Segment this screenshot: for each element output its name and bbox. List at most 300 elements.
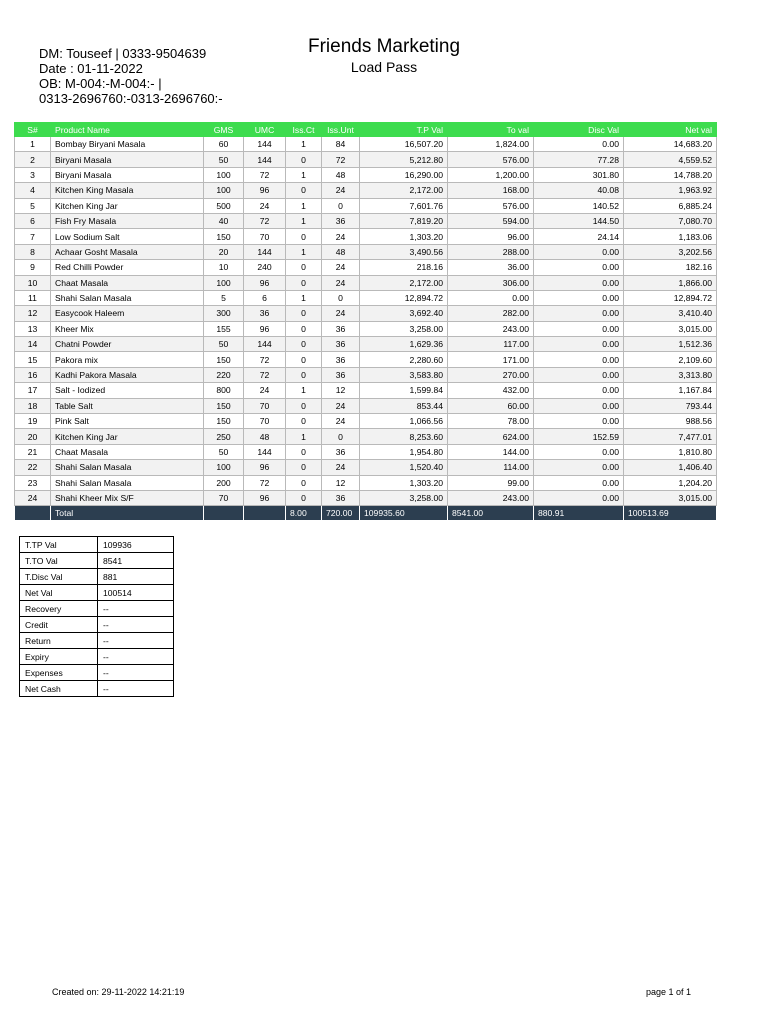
table-cell: 0 [286,321,322,336]
table-cell: 0.00 [534,260,624,275]
table-cell: 0.00 [534,321,624,336]
table-cell: 3,258.00 [360,490,448,505]
table-cell: Table Salt [51,398,204,413]
table-cell: 11 [15,290,51,305]
table-row [15,167,717,182]
table-cell: 6,885.24 [624,198,717,213]
total-label: Total [51,506,204,521]
table-cell: 16,507.20 [360,137,448,152]
table-row [15,444,717,459]
summary-row [20,585,174,601]
summary-row [20,601,174,617]
table-cell: Shahi Salan Masala [51,460,204,475]
table-cell: 48 [322,167,360,182]
table-cell: 72 [322,152,360,167]
table-cell: 0 [286,229,322,244]
table-cell: 8 [15,244,51,259]
table-cell: 0 [286,414,322,429]
table-cell: 1,183.06 [624,229,717,244]
total-cell [15,506,51,521]
table-cell: 0.00 [448,290,534,305]
table-row [15,306,717,321]
table-cell: 0.00 [534,352,624,367]
table-cell: 150 [204,352,244,367]
summary-value: -- [98,649,174,665]
table-cell: 0.00 [534,460,624,475]
table-cell: 1,954.80 [360,444,448,459]
table-cell: 1,512.36 [624,337,717,352]
table-cell: 220 [204,367,244,382]
table-cell: Kheer Mix [51,321,204,336]
table-total-row [15,506,717,521]
table-cell: 2,172.00 [360,275,448,290]
date-line: Date : 01-11-2022 [39,61,143,76]
table-cell: 3,583.80 [360,367,448,382]
table-cell: 12,894.72 [360,290,448,305]
table-cell: 1 [286,213,322,228]
table-cell: 3,313.80 [624,367,717,382]
table-cell: 168.00 [448,183,534,198]
table-cell: 200 [204,475,244,490]
table-cell: 1,810.80 [624,444,717,459]
table-cell: 0 [286,306,322,321]
table-cell: Kitchen King Jar [51,429,204,444]
table-cell: 3,015.00 [624,321,717,336]
table-cell: 36 [322,213,360,228]
table-cell: 100 [204,460,244,475]
table-cell: 1,167.84 [624,383,717,398]
company-name: Friends Marketing [307,36,461,57]
table-cell: 432.00 [448,383,534,398]
total-cell: 109935.60 [360,506,448,521]
table-cell: 152.59 [534,429,624,444]
table-cell: 7,819.20 [360,213,448,228]
summary-label: Expiry [20,649,98,665]
table-cell: 20 [15,429,51,444]
table-cell: Chatni Powder [51,337,204,352]
table-cell: 594.00 [448,213,534,228]
table-cell: 1,303.20 [360,475,448,490]
table-cell: 2,280.60 [360,352,448,367]
table-cell: 0 [322,429,360,444]
table-cell: 282.00 [448,306,534,321]
table-row [15,429,717,444]
table-cell: 270.00 [448,367,534,382]
table-cell: 4,559.52 [624,152,717,167]
table-cell: 96 [244,183,286,198]
table-cell: 70 [244,229,286,244]
table-cell: 96 [244,275,286,290]
table-cell: Biryani Masala [51,152,204,167]
table-cell: 0.00 [534,490,624,505]
phone-line: 0313-2696760:-0313-2696760:- [39,91,223,106]
page-number: page 1 of 1 [646,987,692,997]
table-cell: 117.00 [448,337,534,352]
table-cell: 24 [244,198,286,213]
table-cell: 0 [286,460,322,475]
table-cell: Low Sodium Salt [51,229,204,244]
dm-line: DM: Touseef | 0333-9504639 [39,46,207,61]
table-cell: 0 [286,398,322,413]
table-cell: 576.00 [448,198,534,213]
table-cell: 3,015.00 [624,490,717,505]
table-cell: 72 [244,352,286,367]
table-cell: 7,477.01 [624,429,717,444]
table-cell: 1 [15,137,51,152]
table-cell: 182.16 [624,260,717,275]
table-row [15,152,717,167]
total-cell: 720.00 [322,506,360,521]
table-cell: 48 [322,244,360,259]
table-cell: 100 [204,183,244,198]
table-cell: 300 [204,306,244,321]
table-cell: Salt - Iodized [51,383,204,398]
table-cell: 0.00 [534,244,624,259]
table-row [15,414,717,429]
table-cell: 5 [15,198,51,213]
summary-label: Credit [20,617,98,633]
table-cell: 1,963.92 [624,183,717,198]
table-cell: 1 [286,290,322,305]
table-cell: 3,202.56 [624,244,717,259]
summary-value: -- [98,601,174,617]
table-cell: 218.16 [360,260,448,275]
table-cell: 18 [15,398,51,413]
table-cell: 240 [244,260,286,275]
summary-value: -- [98,681,174,697]
summary-row [20,537,174,553]
table-cell: 72 [244,475,286,490]
table-cell: 78.00 [448,414,534,429]
summary-label: T.TP Val [20,537,98,553]
table-row [15,383,717,398]
table-cell: 144 [244,137,286,152]
table-cell: 99.00 [448,475,534,490]
summary-row [20,665,174,681]
column-header: UMC [244,123,286,137]
table-row [15,367,717,382]
table-cell: 36 [244,306,286,321]
table-cell: 0.00 [534,337,624,352]
summary-label: T.Disc Val [20,569,98,585]
summary-label: Net Val [20,585,98,601]
table-cell: 48 [244,429,286,444]
summary-value: 881 [98,569,174,585]
table-cell: 0.00 [534,398,624,413]
table-cell: Pakora mix [51,352,204,367]
table-row [15,229,717,244]
table-cell: 150 [204,229,244,244]
table-row [15,275,717,290]
table-cell: 144 [244,152,286,167]
table-cell: 72 [244,367,286,382]
table-cell: 12 [15,306,51,321]
table-cell: 0 [286,490,322,505]
summary-label: Recovery [20,601,98,617]
table-cell: 114.00 [448,460,534,475]
table-cell: 0.00 [534,383,624,398]
table-cell: 0.00 [534,306,624,321]
table-cell: 1,824.00 [448,137,534,152]
total-cell: 880.91 [534,506,624,521]
table-cell: 50 [204,444,244,459]
table-cell: 40 [204,213,244,228]
table-cell: 624.00 [448,429,534,444]
table-cell: 0 [286,183,322,198]
table-cell: 12 [322,383,360,398]
table-cell: 0 [322,290,360,305]
summary-row [20,649,174,665]
total-cell: 8.00 [286,506,322,521]
table-cell: 24 [322,183,360,198]
table-cell: 5 [204,290,244,305]
load-pass-table [14,122,717,521]
summary-value: 100514 [98,585,174,601]
table-cell: 0 [286,260,322,275]
summary-value: -- [98,633,174,649]
table-cell: 243.00 [448,490,534,505]
table-cell: 3,692.40 [360,306,448,321]
table-cell: 24 [322,229,360,244]
table-cell: Shahi Salan Masala [51,475,204,490]
table-cell: 1,200.00 [448,167,534,182]
table-cell: 36 [322,444,360,459]
table-cell: Red Chilli Powder [51,260,204,275]
table-cell: 8,253.60 [360,429,448,444]
table-cell: 24.14 [534,229,624,244]
table-cell: 144.50 [534,213,624,228]
table-cell: 100 [204,275,244,290]
table-cell: 24 [322,398,360,413]
table-cell: 3,490.56 [360,244,448,259]
table-cell: 10 [204,260,244,275]
table-cell: 0.00 [534,475,624,490]
table-row [15,290,717,305]
table-cell: 140.52 [534,198,624,213]
table-cell: 1,520.40 [360,460,448,475]
summary-row [20,633,174,649]
table-cell: 0 [286,367,322,382]
table-cell: 6 [15,213,51,228]
table-cell: 13 [15,321,51,336]
table-cell: 2,172.00 [360,183,448,198]
table-cell: 14,788.20 [624,167,717,182]
table-row [15,321,717,336]
column-header: S# [15,123,51,137]
table-cell: 0.00 [534,275,624,290]
table-cell: Pink Salt [51,414,204,429]
table-cell: 19 [15,414,51,429]
table-header-row [15,123,717,137]
table-cell: 12 [322,475,360,490]
table-cell: 23 [15,475,51,490]
table-cell: Bombay Biryani Masala [51,137,204,152]
created-timestamp: Created on: 29-11-2022 14:21:19 [52,987,185,997]
table-cell: 36 [322,367,360,382]
summary-row [20,617,174,633]
table-cell: 84 [322,137,360,152]
table-cell: 70 [244,414,286,429]
table-cell: 150 [204,398,244,413]
table-cell: 60.00 [448,398,534,413]
table-cell: 155 [204,321,244,336]
document-title: Load Pass [350,59,418,75]
table-cell: 250 [204,429,244,444]
table-cell: Kitchen King Jar [51,198,204,213]
table-cell: 14,683.20 [624,137,717,152]
header-info [39,46,223,106]
table-cell: 36 [322,321,360,336]
table-cell: 0.00 [534,137,624,152]
table-cell: Chaat Masala [51,444,204,459]
table-cell: 3,258.00 [360,321,448,336]
summary-label: T.TO Val [20,553,98,569]
column-header: Product Name [51,123,204,137]
table-cell: 10 [15,275,51,290]
table-cell: Kitchen King Masala [51,183,204,198]
table-cell: 576.00 [448,152,534,167]
column-header: To val [448,123,534,137]
table-cell: 17 [15,383,51,398]
table-cell: 144 [244,244,286,259]
table-row [15,183,717,198]
table-cell: 3 [15,167,51,182]
table-cell: 0.00 [534,414,624,429]
table-cell: 96 [244,321,286,336]
table-cell: 96 [244,460,286,475]
table-cell: 1,204.20 [624,475,717,490]
table-cell: 0 [286,475,322,490]
table-row [15,337,717,352]
column-header: Iss.Unt [322,123,360,137]
column-header: GMS [204,123,244,137]
table-cell: 301.80 [534,167,624,182]
table-cell: 36.00 [448,260,534,275]
table-cell: 1,406.40 [624,460,717,475]
table-cell: 1,066.56 [360,414,448,429]
total-cell: 100513.69 [624,506,717,521]
table-row [15,213,717,228]
table-cell: 100 [204,167,244,182]
summary-value: -- [98,665,174,681]
table-cell: 1 [286,429,322,444]
table-cell: 288.00 [448,244,534,259]
table-cell: Shahi Kheer Mix S/F [51,490,204,505]
table-cell: 9 [15,260,51,275]
summary-value: 8541 [98,553,174,569]
table-cell: 7,080.70 [624,213,717,228]
table-cell: 24 [322,260,360,275]
table-cell: 16 [15,367,51,382]
table-cell: 1 [286,244,322,259]
table-cell: 500 [204,198,244,213]
summary-label: Return [20,633,98,649]
table-cell: Kadhi Pakora Masala [51,367,204,382]
table-cell: 14 [15,337,51,352]
table-cell: 24 [244,383,286,398]
table-cell: 24 [15,490,51,505]
table-cell: Shahi Salan Masala [51,290,204,305]
summary-row [20,553,174,569]
table-cell: 6 [244,290,286,305]
column-header: Net val [624,123,717,137]
table-cell: 36 [322,352,360,367]
table-cell: 243.00 [448,321,534,336]
table-cell: 0 [286,275,322,290]
table-row [15,244,717,259]
table-row [15,198,717,213]
table-cell: 0 [286,352,322,367]
table-cell: 24 [322,414,360,429]
total-cell [204,506,244,521]
summary-label: Expenses [20,665,98,681]
table-cell: 60 [204,137,244,152]
total-cell [244,506,286,521]
column-header: Iss.Ct [286,123,322,137]
table-cell: 0.00 [534,290,624,305]
table-cell: 0.00 [534,367,624,382]
table-row [15,398,717,413]
table-cell: 2 [15,152,51,167]
summary-label: Net Cash [20,681,98,697]
table-cell: 2,109.60 [624,352,717,367]
table-cell: 793.44 [624,398,717,413]
table-cell: 96.00 [448,229,534,244]
table-cell: 70 [204,490,244,505]
ob-line: OB: M-004:-M-004:- | [39,76,162,91]
table-cell: 24 [322,460,360,475]
table-cell: 0 [286,337,322,352]
table-cell: 24 [322,306,360,321]
table-cell: 72 [244,213,286,228]
table-cell: 1,303.20 [360,229,448,244]
table-cell: 144.00 [448,444,534,459]
table-cell: 72 [244,167,286,182]
table-cell: 40.08 [534,183,624,198]
table-cell: 36 [322,337,360,352]
summary-value: 109936 [98,537,174,553]
table-cell: 50 [204,152,244,167]
table-cell: 5,212.80 [360,152,448,167]
table-cell: Chaat Masala [51,275,204,290]
summary-table [19,536,174,697]
table-cell: 171.00 [448,352,534,367]
table-cell: 36 [322,490,360,505]
table-cell: Biryani Masala [51,167,204,182]
table-row [15,260,717,275]
table-cell: 0 [286,444,322,459]
table-cell: 1 [286,383,322,398]
table-cell: 21 [15,444,51,459]
table-cell: Easycook Haleem [51,306,204,321]
table-cell: 50 [204,337,244,352]
summary-row [20,681,174,697]
table-cell: 1,629.36 [360,337,448,352]
table-cell: 150 [204,414,244,429]
table-cell: 1 [286,137,322,152]
table-cell: 7,601.76 [360,198,448,213]
table-cell: 24 [322,275,360,290]
table-cell: 1,866.00 [624,275,717,290]
table-row [15,475,717,490]
table-cell: 16,290.00 [360,167,448,182]
table-cell: 800 [204,383,244,398]
table-cell: 96 [244,490,286,505]
table-row [15,352,717,367]
summary-row [20,569,174,585]
table-cell: 7 [15,229,51,244]
table-cell: 144 [244,444,286,459]
